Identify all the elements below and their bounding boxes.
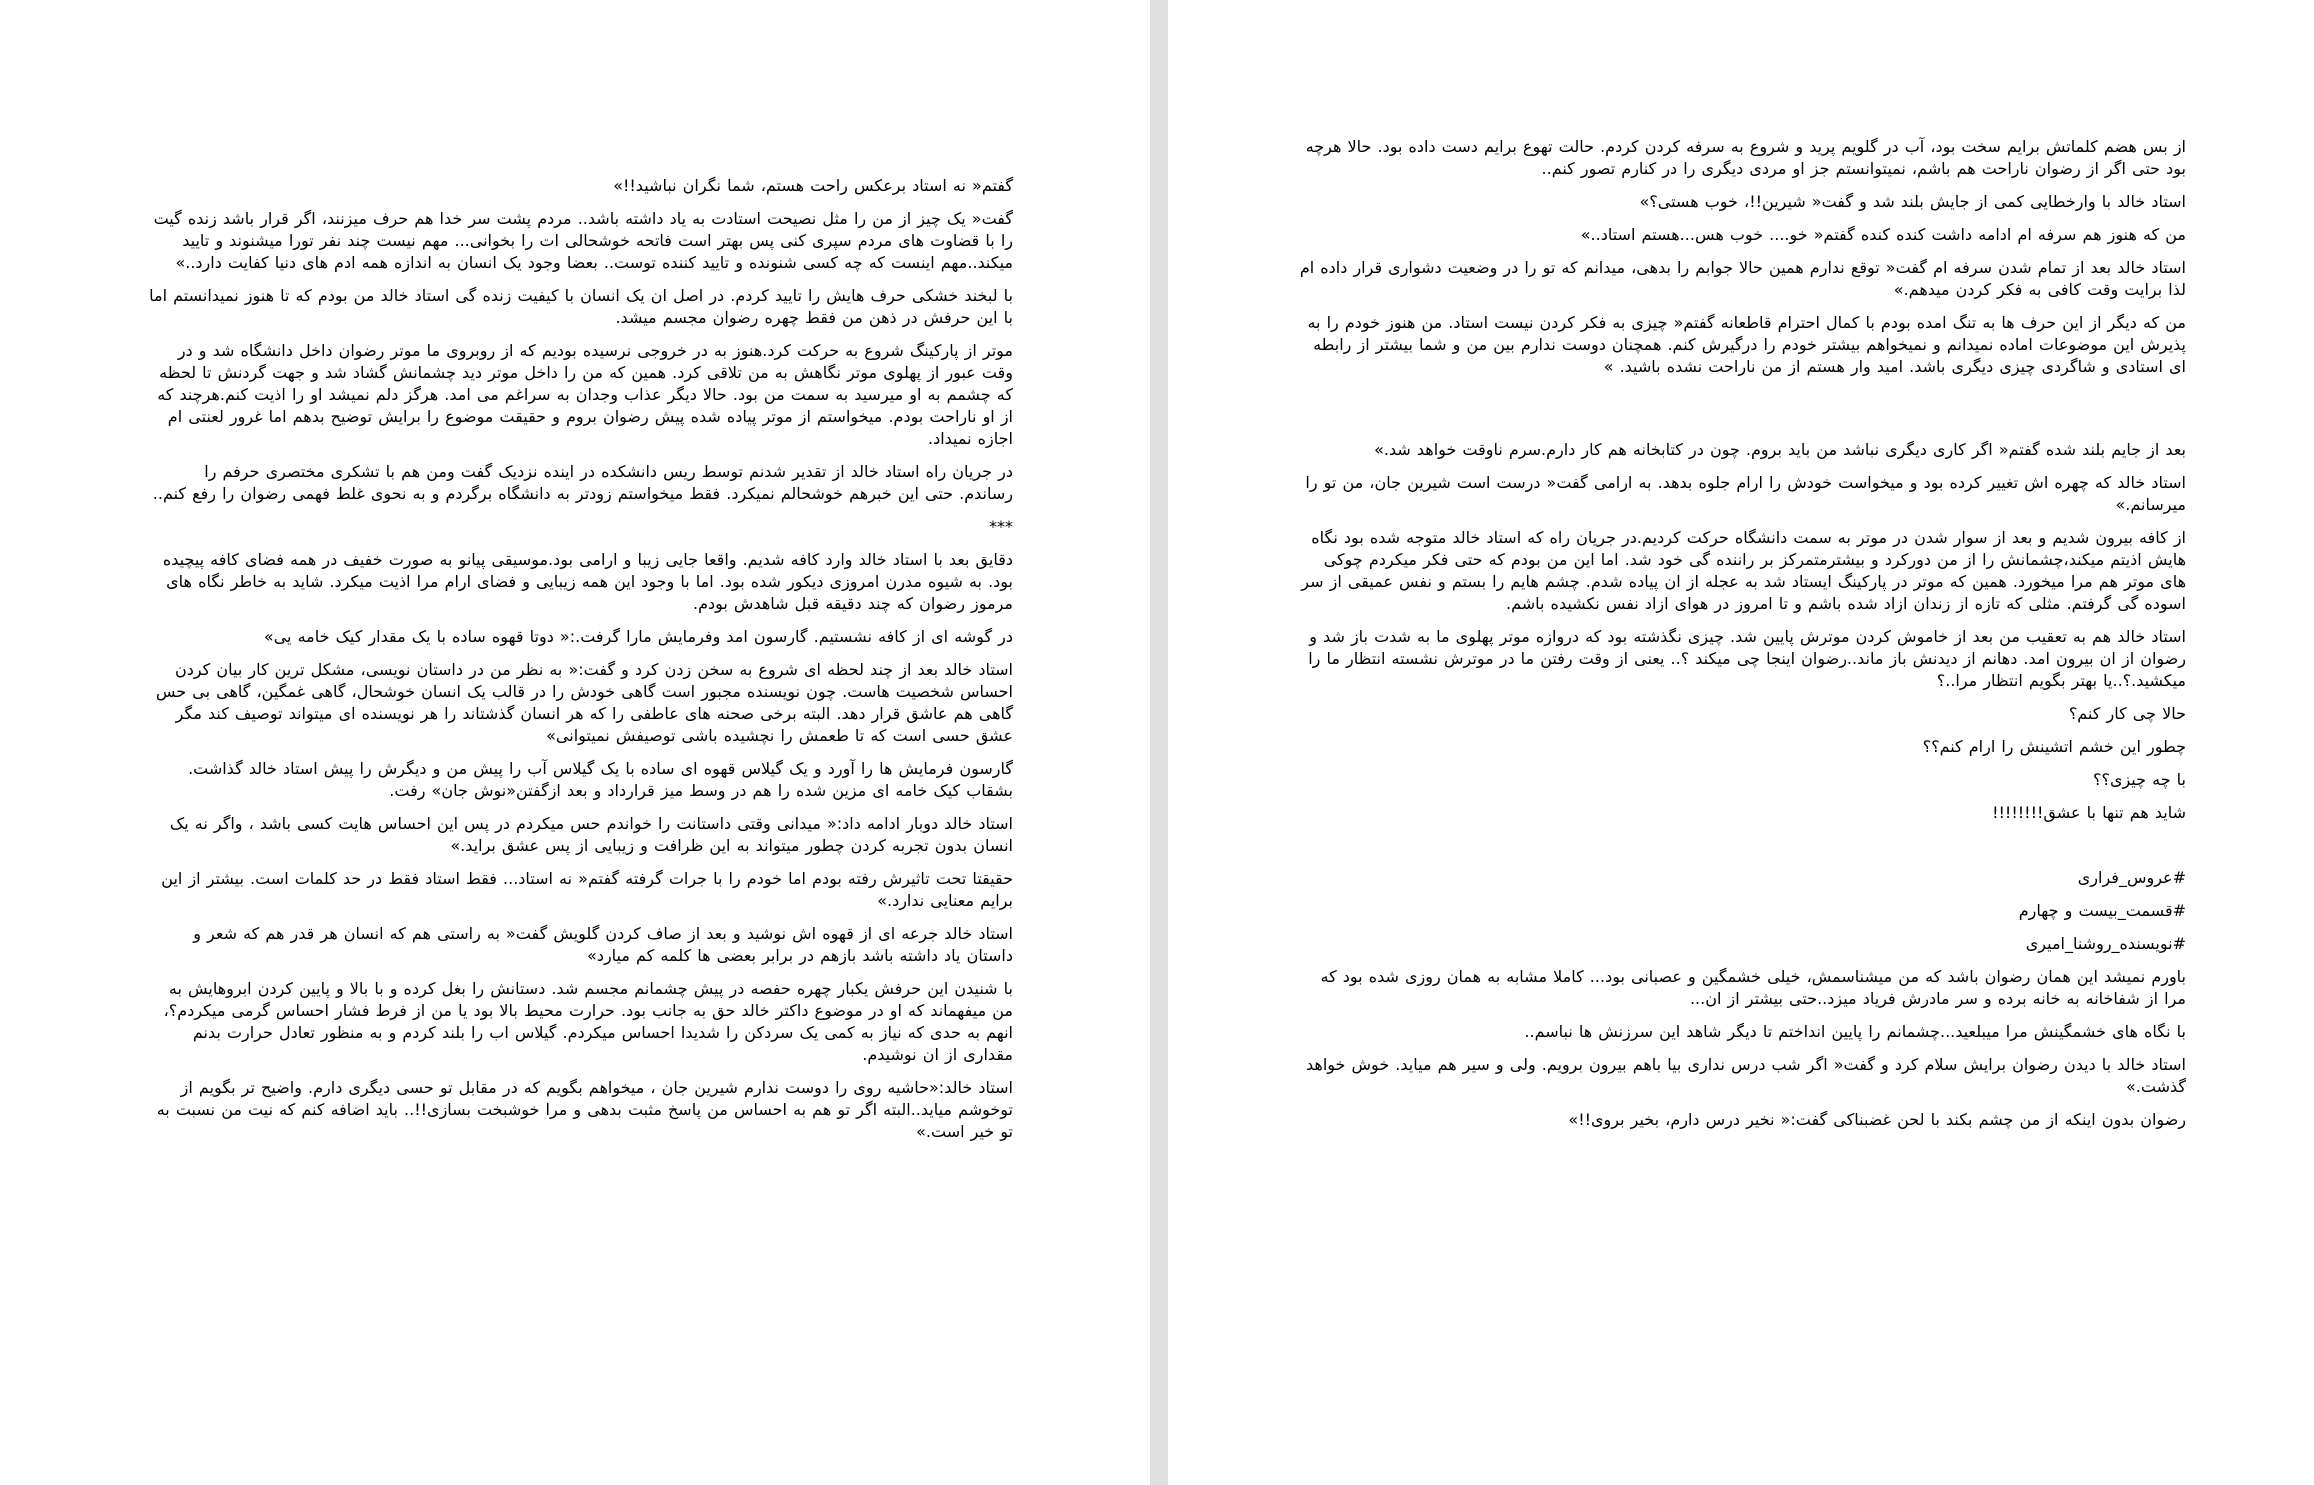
hashtag-author: #نویسنده_روشنا_امیری xyxy=(2025,934,2186,953)
paragraph: استاد خالد هم به تعقیب من بعد از خاموش کردن موترش پایین شد. چیزی نگذشته بود که دروازه موتر پهلوی ما به شدت باز شد و رضوان از ان بیرون امد. دهانم از دیدنش باز ماند..رضوان اینجا چی میکند ؟.. یعنی از وقت رفتن ما در موترش نشسته انتظار ما را میکشید.؟..یا بهتر بگویم انتظار مرا..؟ xyxy=(1308,627,2186,690)
paragraph: از بس هضم کلماتش برایم سخت بود، آب در گلویم پرید و شروع به سرفه کردن کردم. حالت تهوع برایم دست داده بود. حالا هرچه بود حتی اگر از رضوان ناراحت هم باشم، نمیتوانستم جز او مردی دیگری را در کنارم تصور کنم.. xyxy=(1305,137,2186,178)
hashtag-title: #عروس_فراری xyxy=(2077,868,2186,887)
paragraph: موتر از پارکینگ شروع به حرکت کرد.هنوز به در خروجی نرسیده بودیم که از روبروی ما موتر رضوان داخل دانشگاه شد و در وقت عبور از پهلوی موتر نگاهش به من تلاقی کرد. همین که من را داخل موتر دید چشمانش گشاد شد و جهت گردنش تا لحظه که چشمم به او میرسید به سمت من بود. حالا دیگر عذاب وجدان به سراغم می امد. هرگز دلم نمیشد او را اذیت کنم.هرچند که از او ناراحت بودم. میخواستم از موتر پیاده شده پیش رضوان بروم و حقیقت موضوع را برایش توضیح بدهم اما غرور لعنتی ام اجازه نمیداد. xyxy=(157,341,1013,448)
paragraph: گارسون فرمایش ها را آورد و یک گیلاس قهوه ای ساده با یک گیلاس آب را پیش من و دیگرش را پیش استاد خالد گذاشت. بشقاب کیک خامه ای مزین شده را هم در وسط میز قرارداد و بعد ازگفتن«نوش جان» رفت. xyxy=(188,759,1013,800)
paragraph: با شنیدن این حرفش یکبار چهره حفصه در پیش چشمانم مجسم شد. دستانش را بغل کرده و با بالا و پایین کردن ابروهایش به من میفهماند که او در موضوع داکتر خالد حق به جانب بود. حرارت محیط بالا بود یا من از فرط فشار احساس گرمی میکردم؟، انهم به حدی که نیاز به کمی یک سردکن را شدیدا احساس میکردم. گیلاس اب را بلند کردم و به منظور تعادل حرارت بدنم مقداری از ان نوشیدم. xyxy=(163,979,1013,1064)
paragraph: دقایق بعد با استاد خالد وارد کافه شدیم. واقعا جایی زیبا و ارامی بود.موسیقی پیانو به صورت خفیف در همه فضای کافه پیچیده بود. به شیوه مدرن امروزی دیکور شده بود. اما با وجود این همه زیبایی و فضای ارام مرا اذیت میکرد. شاید به خاطر نگاه های مرموز رضوان که چند دقیقه قبل شاهدش بودم. xyxy=(162,550,1013,613)
blank-line xyxy=(1293,389,2186,439)
paragraph: استاد خالد که چهره اش تغییر کرده بود و میخواست خودش را ارام جلوه بدهد. به ارامی گفت« درست است شیرین جان، من تو را میرسانم.» xyxy=(1305,473,2186,514)
paragraph: استاد خالد بعد از تمام شدن سرفه ام گفت« توقع ندارم همین حالا جوابم را بدهی، میدانم که تو را در وضعیت دشواری قرار داده ام لذا برایت وقت کافی به فکر کردن میدهم.» xyxy=(1299,258,2186,299)
paragraph: در گوشه ای از کافه نشستیم. گارسون امد وفرمایش مارا گرفت.:« دوتا قهوه ساده با یک مقدار کیک خامه یی» xyxy=(263,627,1013,646)
paragraph: رضوان بدون اینکه از من چشم بکند با لحن غضبناکی گفت:« نخیر درس دارم، بخیر بروی!!» xyxy=(1568,1110,2186,1129)
paragraph: استاد خالد با دیدن رضوان برایش سلام کرد و گفت« اگر شب درس نداری بیا باهم بیرون برویم. ولی و سیر هم میاید. خوش خواهد گذشت.» xyxy=(1306,1055,2186,1096)
document-page-right xyxy=(1168,0,2314,1485)
paragraph: حالا چی کار کنم؟ xyxy=(2068,704,2186,723)
paragraph: من که دیگر از این حرف ها به تنگ امده بودم با کمال احترام قاطعانه گفتم« چیزی به فکر کردن نیست استاد. من هنوز خودم را به پذیرش این موضوعات اماده نمیدانم و نمیخواهم بیشتر خودم را درگیرش کنم. همچنان دوست ندارم بین من و شما بیشتر از رابطه ای استادی و شاگردی چیزی دیگری باشد. امید وار هستم از من ناراحت نشده باشید. » xyxy=(1307,313,2186,376)
paragraph: من که هنوز هم سرفه ام ادامه داشت کنده کنده گفتم« خو.... خوب هس...هستم استاد..» xyxy=(1580,225,2186,244)
paragraph: استاد خالد بعد از چند لحظه ای شروع به سخن زدن کرد و گفت:« به نظر من در داستان نویسی، مشکل ترین کار بیان کردن احساس شخصیت هاست. چون نویسنده مجبور است گاهی خودش را در قالب یک انسان خوشحال، گاهی غمگین، گاهی بی حس گاهی هم عاشق قرار دهد. البته برخی صحنه های عاطفی را که هر انسان گذشتاند را هر نویسنده ای میتواند توصیف کند مگر عشق حسی است که تا طعمش را نچشیده باشی توصیفش نمیتوانی» xyxy=(155,660,1013,745)
paragraph: شاید هم تنها با عشق!!!!!!!! xyxy=(1992,803,2186,822)
paragraph: استاد خالد دوبار ادامه داد:« میدانی وقتی داستانت را خواندم حس میکردم در پس این احساس هایت کسی باشد ، واگر نه یک انسان بدون تجربه کردن چطور میتواند به این ظرافت و زیبایی از پس عشق براید.» xyxy=(169,814,1013,855)
paragraph: در جریان راه استاد خالد از تقدیر شدنم توسط ریس دانشکده در اینده نزدیک گفت ومن هم با تشکری مختصری حرفم را رساندم. حتی این خبرهم خوشحالم نمیکرد. فقط میخواستم زودتر به دانشگاه برگردم و به نحوی غلط فهمی رضوان را رفع کنم.. xyxy=(152,462,1013,503)
paragraph: استاد خالد جرعه ای از قهوه اش نوشید و بعد از صاف کردن گلویش گفت« به راستی هم که انسان هر قدر هم که شعر و داستان یاد داشته باشد بازهم در برابر بعضی ها کلمه کم میارد» xyxy=(193,924,1013,965)
paragraph: چطور این خشم اتشینش را ارام کنم؟؟ xyxy=(1922,737,2186,756)
paragraph: استاد خالد با وارخطایی کمی از جایش بلند شد و گفت« شیرین!!، خوب هستی؟» xyxy=(1639,192,2186,211)
paragraph: با نگاه های خشمگینش مرا میبلعید...چشمانم را پایین انداختم تا دیگر شاهد این سرزنش ها نباسم.. xyxy=(1524,1022,2186,1041)
paragraph: با لبخند خشکی حرف هایش را تایید کردم. در اصل ان یک انسان با کیفیت زنده گی استاد خالد من بودم که تا هنوز نمیدانستم اما با این حرفش در ذهن من فقط چهره رضوان مجسم میشد. xyxy=(149,286,1013,327)
paragraph: گفتم« نه استاد برعکس راحت هستم، شما نگران نباشید!!» xyxy=(613,176,1013,195)
paragraph: باورم نمیشد این همان رضوان باشد که من میشناسمش، خیلی خشمگین و عصبانی بود... کاملا مشابه به همان روزی شده بود که مرا از شفاخانه به خانه برده و سر مادرش فریاد میزد..حتی بیشتر از ان... xyxy=(1320,967,2186,1008)
paragraph: گفت« یک چیز از من را مثل نصیحت استادت به یاد داشته باشد.. مردم پشت سر خدا هم حرف میزنند، اگر قرار باشد زنده گیت را با قضاوت های مردم سپری کنی پس بهتر است فاتحه خوشحالی ات را بخوانی... مهم نیست چند نفر تورا میشنوند و تایید میکند..مهم اینست که چه کسی شنونده و تایید کننده توست.. بعضا وجود یک انسان به اندازه همه ادم های دنیا کفایت دارد..» xyxy=(153,209,1013,272)
blank-line xyxy=(1293,835,2186,867)
paragraph: بعد از جایم بلند شده گفتم« اگر کاری دیگری نباشد من باید بروم. چون در کتابخانه هم کار دارم.سرم ناوقت خواهد شد.» xyxy=(1374,440,2186,459)
paragraph: از کافه بیرون شدیم و بعد از سوار شدن در موتر به سمت دانشگاه حرکت کردیم.در جریان راه که استاد خالد متوجه شده بود نگاه هایش اذیتم میکند،چشمانش را از من دورکرد و بیشترمتمرکز بر راننده گی خود شد. اما این من بودم که حتی فکر میکردم چوکی های موتر هم مرا میخورد. همین که موتر در پارکینگ ایستاد شد به عجله از ان پیاده شدم. چشم هایم را بستم و نفس عمیقی از سر اسوده گی گرفتم. مثلی که تازه از زندان ازاد شده باشم و تا امروز در هوای ازاد نفس نکشیده باشم. xyxy=(1301,528,2186,613)
paragraph: با چه چیزی؟؟ xyxy=(2092,770,2186,789)
paragraph: حقیقتا تحت تاثیرش رفته بودم اما خودم را با جرات گرفته گفتم« نه استاد... فقط استاد فقط در حد کلمات است. بیشتر از این برایم معنایی ندارد.» xyxy=(161,869,1013,910)
paragraph: استاد خالد:«حاشیه روی را دوست ندارم شیرین جان ، میخواهم بگویم که در مقابل تو حسی دیگری دارم. واضیح تر بگویم از توخوشم میاید..البته اگر تو هم به احساس من پاسخ مثبت بدهی و مرا خوشبخت بسازی!!.. باید اضافه کنم که نیت من نسبت به تو خیر است.» xyxy=(156,1078,1013,1141)
section-separator: *** xyxy=(989,517,1013,536)
document-page-left xyxy=(0,0,1150,1485)
hashtag-part: #قسمت_بیست و چهارم xyxy=(2018,901,2186,920)
page-gutter xyxy=(1150,0,1168,1485)
